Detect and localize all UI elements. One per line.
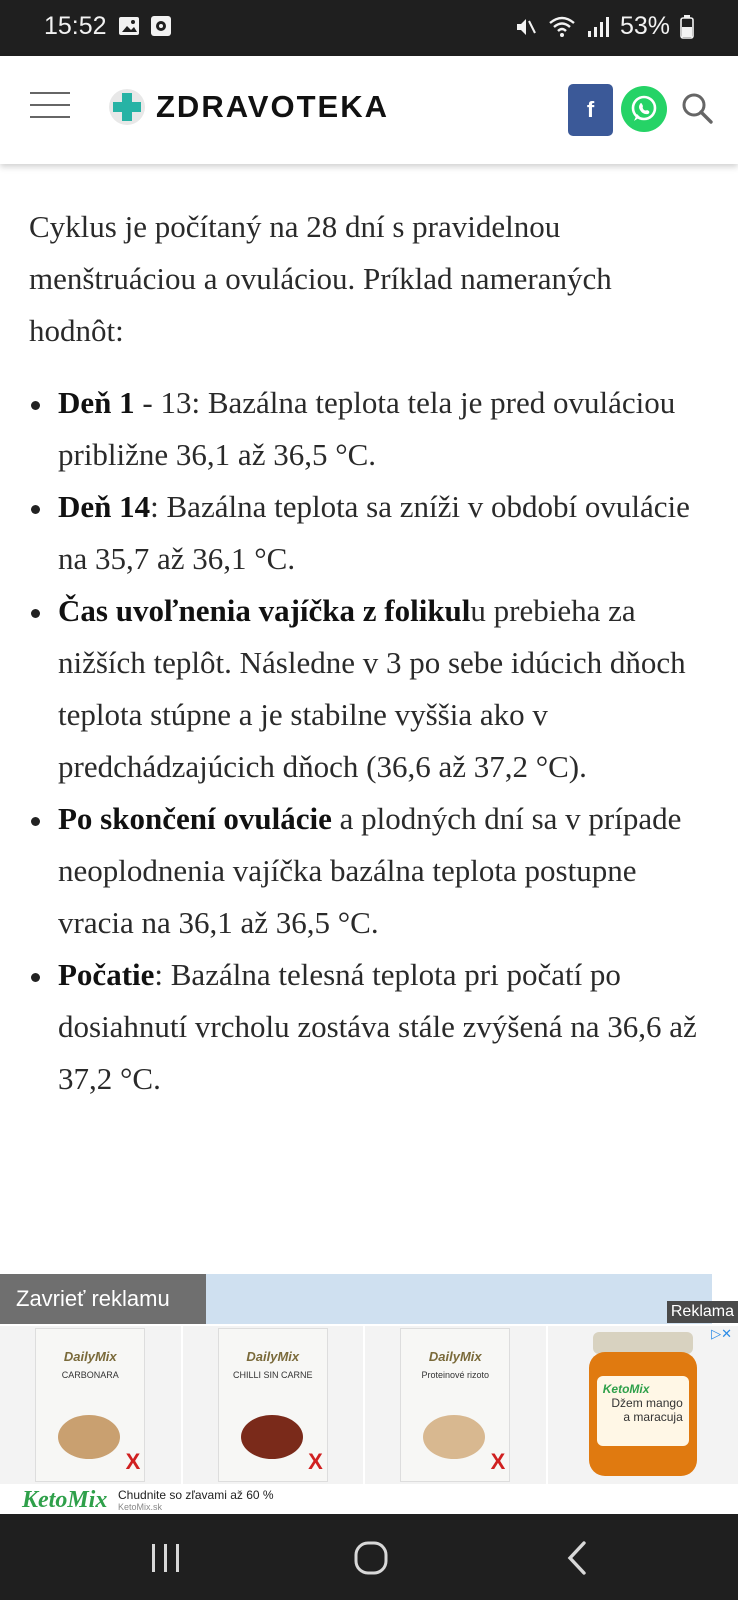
product-name: CHILLI SIN CARNE	[233, 1370, 313, 1380]
system-navigation-bar	[0, 1514, 738, 1600]
recent-apps-icon[interactable]	[146, 1538, 186, 1578]
jar-label	[597, 1376, 689, 1446]
list-item	[29, 949, 709, 1105]
gallery-notification-icon	[118, 15, 140, 37]
ad-choices-icon[interactable]: ▷✕	[711, 1326, 732, 1341]
medical-cross-icon	[108, 88, 146, 126]
item-bold: Deň 1	[58, 385, 135, 420]
item-bold: Po skončení ovulácie	[58, 801, 332, 836]
wifi-icon	[548, 15, 576, 39]
values-list	[29, 377, 709, 1105]
article-body	[29, 201, 709, 1105]
food-bowl-image	[58, 1415, 120, 1459]
item-bold: Deň 14	[58, 489, 151, 524]
list-item	[29, 793, 709, 949]
intro-paragraph: Cyklus je počítaný na 28 dní s pravidelnou menštruáciou a ovuláciou. Príklad nameraných hodnôt:	[29, 209, 612, 348]
status-bar	[0, 0, 738, 56]
mute-icon	[514, 15, 538, 39]
brand-x-icon: X	[490, 1449, 506, 1474]
item-text: u prebieha za nižších teplôt. Následne v 3 po sebe idúcich dňoch teplota stúpne a je stabilne vyššia ako v predchádzajúcich dňoch (36,6 až 37,2 °C).	[58, 593, 686, 784]
product-brand: DailyMix	[246, 1349, 300, 1364]
facebook-button[interactable]	[568, 84, 613, 136]
ad-footer[interactable]	[0, 1486, 738, 1514]
list-item	[29, 481, 709, 585]
brand-x-icon: X	[125, 1449, 141, 1474]
jam-jar-image	[583, 1330, 703, 1480]
item-bold: Čas uvoľnenia vajíčka z folikul	[58, 593, 471, 628]
ad-label: Reklama	[667, 1301, 738, 1323]
product-name: CARBONARA	[61, 1370, 119, 1380]
food-bowl-image	[423, 1415, 485, 1459]
list-item	[29, 377, 709, 481]
site-header	[0, 56, 738, 164]
ad-product-tile[interactable]	[0, 1326, 183, 1484]
logo-text: ZDRAVOTEKA	[156, 89, 389, 124]
back-icon[interactable]	[558, 1538, 598, 1578]
app-notification-icon	[150, 15, 172, 37]
ad-product-tile[interactable]	[548, 1326, 738, 1484]
product-pouch-image	[218, 1328, 328, 1482]
product-brand: DailyMix	[63, 1349, 117, 1364]
product-name: Proteinové rizoto	[421, 1370, 490, 1380]
product-brand: DailyMix	[428, 1349, 482, 1364]
product-pouch-image	[400, 1328, 510, 1482]
product-name: Džem mango a maracuja	[611, 1396, 683, 1424]
ad-product-tile[interactable]	[183, 1326, 366, 1484]
close-ad-button[interactable]: Zavrieť reklamu	[0, 1274, 206, 1324]
food-bowl-image	[241, 1415, 303, 1459]
list-item	[29, 585, 709, 793]
status-icons	[514, 12, 694, 41]
item-text: - 13: Bazálna teplota tela je pred ovuláciou približne 36,1 až 36,5 °C.	[58, 385, 676, 472]
whatsapp-icon	[629, 94, 659, 124]
status-time: 15:52	[44, 12, 107, 40]
hamburger-menu-icon[interactable]	[30, 92, 70, 124]
battery-icon	[680, 15, 694, 39]
ad-product-tile[interactable]	[365, 1326, 548, 1484]
battery-percent: 53%	[619, 12, 670, 40]
whatsapp-button[interactable]	[621, 86, 667, 132]
ad-headline: Chudnite so zľavami až 60 %	[118, 1488, 274, 1502]
product-brand: KetoMix	[602, 1382, 650, 1396]
facebook-icon: f	[586, 97, 595, 122]
signal-icon	[586, 15, 610, 39]
home-icon[interactable]	[351, 1538, 391, 1578]
item-text: a plodných dní sa v prípade neoplodnenia vajíčka bazálna teplota postupne vracia na 36,1 až 36,5 °C.	[58, 801, 682, 940]
item-bold: Počatie	[58, 957, 155, 992]
product-pouch-image	[35, 1328, 145, 1482]
site-logo[interactable]	[108, 88, 389, 126]
item-text: : Bazálna teplota sa zníži v období ovulácie na 35,7 až 36,1 °C.	[58, 489, 690, 576]
advertisement[interactable]	[0, 1274, 738, 1514]
item-text: : Bazálna telesná teplota pri počatí po dosiahnutí vrcholu zostáva stále zvýšená na 36,6 až 37,2 °C.	[58, 957, 697, 1096]
search-icon[interactable]	[680, 91, 714, 125]
ad-domain: KetoMix.sk	[118, 1502, 163, 1512]
ad-products[interactable]	[0, 1326, 738, 1484]
ad-brand-logo: KetoMix	[22, 1486, 108, 1513]
brand-x-icon: X	[308, 1449, 323, 1474]
